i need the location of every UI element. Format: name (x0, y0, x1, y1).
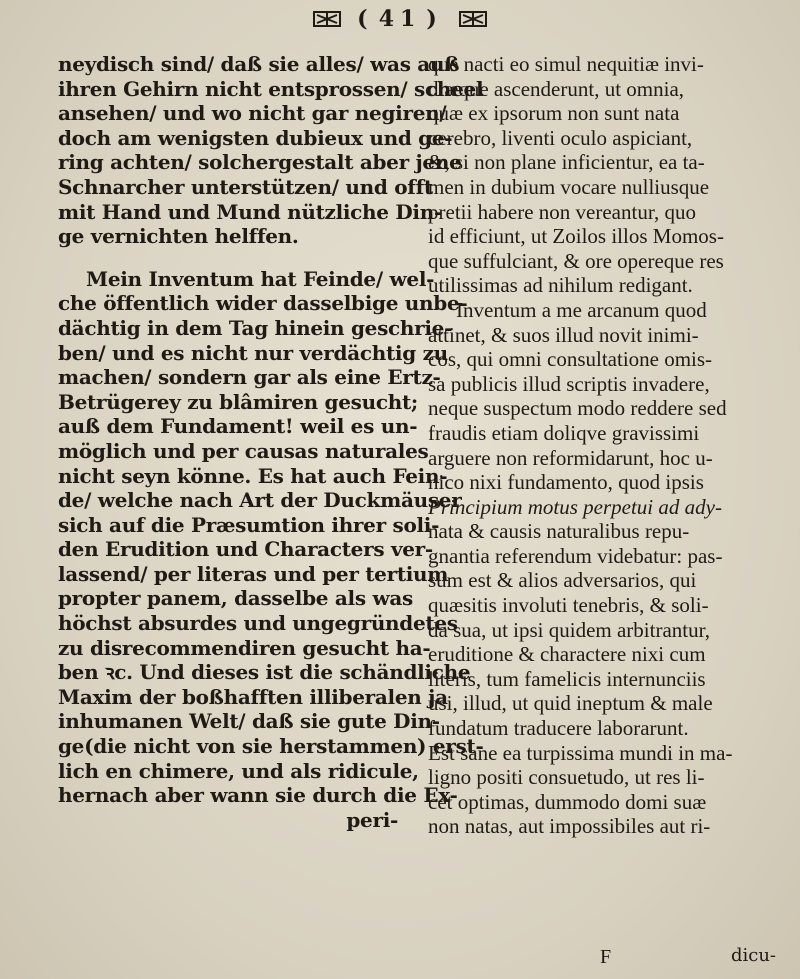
latin-line: que suffulciant, & ore opereque res (428, 248, 724, 273)
german-line: zu disrecommendiren gesucht ha- (58, 635, 431, 660)
latin-line: utilissimas ad nihilum redigant. (428, 273, 693, 298)
latin-catchword: dicu- (730, 945, 776, 966)
german-line: dächtig in dem Tag hinein geschrie- (58, 315, 453, 340)
german-line: de/ welche nach Art der Duckmäuser (58, 488, 462, 513)
latin-line: Inventum a me arcanum quod (456, 297, 707, 322)
latin-line: neque suspectum modo reddere sed (428, 396, 727, 421)
german-line: machen/ sondern gar als eine Ertz- (58, 365, 441, 390)
page-number: 41 (378, 6, 422, 32)
latin-line: men in dubium vocare nulliusque (428, 174, 710, 199)
latin-line: que nacti eo simul nequitiæ invi- (428, 52, 704, 76)
german-line: ge(die nicht von sie herstammen) erst- (58, 734, 484, 759)
german-line: mit Hand und Mund nützliche Din- (58, 199, 442, 224)
latin-line: literis, tum famelicis internunciis (428, 666, 706, 691)
german-line: neydisch sind/ daß sie alles/ was auß (58, 52, 460, 76)
latin-line: eruditione & charactere nixi cum (428, 642, 706, 667)
german-line: Mein Inventum hat Feinde/ wel- (86, 266, 435, 291)
latin-line: cos, qui omni consultatione omis- (428, 347, 713, 372)
latin-line: nata & causis naturalibus repu- (428, 519, 690, 544)
right-ornament-icon (458, 9, 488, 29)
german-line: Maxim der boßhafften illiberalen ja (58, 684, 448, 709)
german-line: ge vernichten helffen. (58, 224, 299, 249)
latin-line: cerebro, liventi oculo aspiciant, (428, 125, 693, 150)
page-number-open: ( (357, 6, 374, 32)
german-line: ansehen/ und wo nicht gar negiren/ (58, 101, 447, 126)
page-number-close: ) (426, 6, 443, 32)
latin-line: id efficiunt, ut Zoilos illos Momos- (428, 224, 724, 249)
german-line: Betrügerey zu blâmiren gesucht; (58, 389, 418, 414)
german-line: höchst absurdes und ungegründetes (58, 611, 458, 636)
german-line: hernach aber wann sie durch die Ex- (58, 783, 458, 808)
german-line: ihren Gehirn nicht entsprossen/ scheel (58, 76, 484, 101)
latin-line: fundatum traducere laborarunt. (428, 716, 689, 741)
latin-line: usi, illud, ut quid ineptum & male (428, 691, 713, 716)
german-line: lich en chimere, und als ridicule, (58, 758, 419, 783)
latin-line: Est sane ea turpissima mundi in ma- (428, 740, 733, 765)
latin-line: quæsitis involuti tenebris, & soli- (428, 593, 709, 618)
german-line: propter panem, dasselbe als was (58, 586, 413, 611)
german-catchword: peri- (346, 807, 398, 832)
german-line: inhumanen Welt/ daß sie gute Din- (58, 709, 440, 734)
paragraph-gap (58, 249, 398, 267)
german-line: sich auf die Præsumtion ihrer soli- (58, 512, 440, 537)
german-line: nicht seyn könne. Es hat auch Fein- (58, 463, 448, 488)
german-line: doch am wenigsten dubieux und ge- (58, 125, 453, 150)
german-line: lassend/ per literas und per tertium (58, 561, 449, 586)
german-line: che öffentlich wider dasselbige unbe- (58, 291, 468, 316)
latin-line: non natas, aut impossibiles aut ri- (428, 814, 711, 839)
german-line: den Erudition und Characters ver- (58, 537, 433, 562)
latin-line: nico nixi fundamento, quod ipsis (428, 470, 704, 495)
latin-line: sum est & alios adversarios, qui (428, 568, 697, 593)
latin-line: ligno positi consuetudo, ut res li- (428, 765, 705, 790)
latin-line: cet optimas, dummodo domi suæ (428, 789, 707, 814)
latin-line: fraudis etiam doliqve gravissimi (428, 420, 700, 445)
latin-line: pretii habere non vereantur, quo (428, 199, 696, 224)
latin-line: Principium motus perpetui ad ady- (428, 494, 722, 519)
latin-line: quæ ex ipsorum non sunt nata (428, 101, 680, 126)
signature-mark: F (600, 946, 612, 968)
latin-line: arguere non reformidarunt, hoc u- (428, 445, 713, 470)
german-line: Schnarcher unterstützen/ und offt (58, 174, 433, 199)
latin-line: da sua, ut ipsi quidem arbitrantur, (428, 617, 711, 642)
latin-line: sa publicis illud scriptis invadere, (428, 371, 710, 396)
latin-column (428, 52, 774, 839)
latin-line: diæque ascenderunt, ut omnia, (428, 76, 685, 101)
german-line: ben ꝛc. Und dieses ist die schändliche (58, 660, 471, 685)
german-line: möglich und per causas naturales (58, 438, 429, 463)
german-column (58, 52, 484, 832)
latin-line: attinet, & suos illud novit inimi- (428, 322, 699, 347)
german-line: auß dem Fundament! weil es un- (58, 414, 418, 439)
page-header (0, 6, 800, 50)
german-line: ring achten/ solchergestalt aber jene (58, 150, 462, 175)
german-line: ben/ und es nicht nur verdächtig zu (58, 340, 448, 365)
left-ornament-icon (312, 9, 342, 29)
latin-line: &, si non plane inficientur, ea ta- (428, 150, 705, 175)
latin-line: gnantia referendum videbatur: pas- (428, 543, 723, 568)
